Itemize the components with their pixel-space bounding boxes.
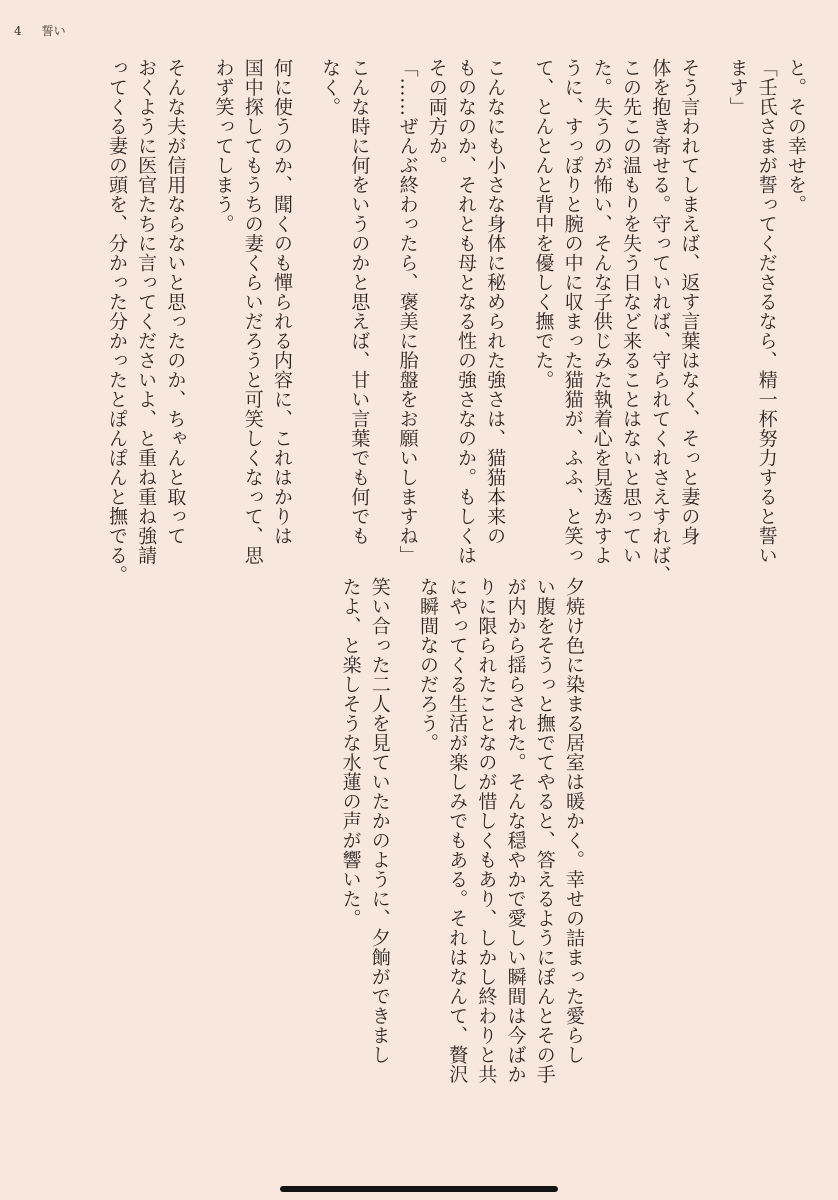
page-number: 4 bbox=[14, 24, 22, 38]
text-line: たよ、と楽しそうな水蓮の声が響いた。 bbox=[339, 577, 362, 928]
text-line: ってくる妻の頭を、分かった分かったとぽんぽんと撫でる。 bbox=[105, 58, 128, 585]
text-block-lower bbox=[335, 577, 607, 1084]
text-line: こんな時に何をいうのかと思えば、甘い言葉でも何でも bbox=[348, 58, 371, 546]
text-block-upper bbox=[102, 58, 810, 585]
text-line: た。失うのが怖い、そんな子供じみた執着心を見透かすよ bbox=[590, 58, 613, 565]
text-line: うに、すっぽりと腕の中に収まった猫猫が、ふふ、と笑っ bbox=[561, 58, 584, 565]
text-line: わず笑ってしまう。 bbox=[212, 58, 235, 234]
text-line: 笑い合った二人を見ていたかのように、夕餉ができまし bbox=[368, 577, 391, 1065]
text-line: 夕焼け色に染まる居室は暖かく。幸せの詰まった愛らし bbox=[563, 577, 585, 1065]
text-line: 「壬氏さまが誓ってくださるなら、精一杯努力すると誓い bbox=[755, 58, 778, 565]
text-line: 国中探してもうちの妻くらいだろうと可笑しくなって、思 bbox=[241, 58, 264, 565]
text-line: なく。 bbox=[319, 58, 342, 117]
text-line: 何に使うのか、聞くのも憚られる内容に、これはかりは bbox=[270, 58, 293, 546]
text-line: と。その幸せを。 bbox=[785, 58, 807, 214]
chapter-title: 誓い bbox=[41, 24, 66, 38]
text-line: そう言われてしまえば、返す言葉はなく、そっと妻の身 bbox=[678, 58, 701, 546]
text-line: 「……ぜんぶ終わったら、褒美に胎盤をお願いしますね」 bbox=[396, 58, 419, 565]
page-header bbox=[14, 22, 66, 39]
text-line: な瞬間なのだろう。 bbox=[416, 577, 439, 753]
text-line: 体を抱き寄せる。守っていれば、守られてくれさえすれば、 bbox=[649, 58, 672, 585]
text-line: ます」 bbox=[726, 58, 749, 117]
text-line: こんなにも小さな身体に秘められた強さは、猫猫本来の bbox=[484, 58, 507, 546]
text-line: て、とんとんと背中を優しく撫でた。 bbox=[532, 58, 555, 390]
text-line: おくように医官たちに言ってくださいよ、と重ね重ね強請 bbox=[135, 58, 158, 565]
text-line: この先この温もりを失う日など来ることはないと思ってい bbox=[619, 58, 642, 565]
text-line: その両方か。 bbox=[425, 58, 448, 175]
text-line: そんな夫が信用ならないと思ったのか、ちゃんと取って bbox=[164, 58, 187, 546]
home-indicator[interactable] bbox=[280, 1186, 558, 1192]
text-line: りに限られたことなのが惜しくもあり、しかし終わりと共 bbox=[475, 577, 498, 1084]
text-line: ものなのか、それとも母となる性の強さなのか。もしくは bbox=[454, 58, 477, 565]
text-line: い腹をそうっと撫でてやると、答えるようにぽんとその手 bbox=[533, 577, 556, 1084]
text-line: にやってくる生活が楽しみでもある。それはなんて、贅沢 bbox=[446, 577, 469, 1084]
text-line: が内から揺らされた。そんな穏やかで愛しい瞬間は今ばか bbox=[504, 577, 527, 1084]
